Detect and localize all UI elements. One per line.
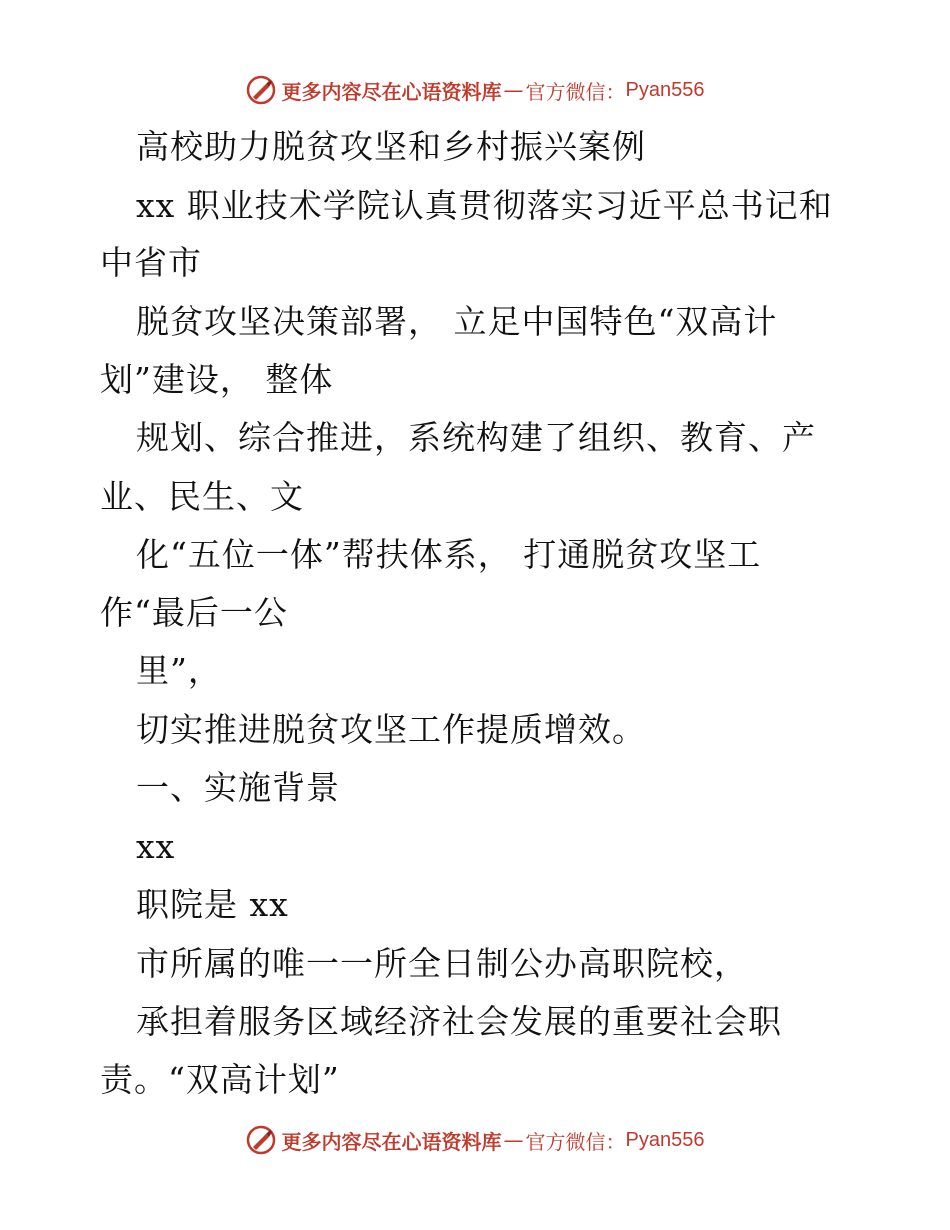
- paragraph-line: 作“最后一公: [100, 593, 288, 632]
- quill-logo-icon: [246, 1125, 276, 1155]
- paragraph-line: 切实推进脱贫攻坚工作提质增效。: [136, 710, 646, 749]
- header-wechat-label: 官方微信：: [525, 79, 626, 104]
- paragraph-line: 规划、综合推进，系统构建了组织、教育、产: [136, 418, 816, 457]
- paragraph-line: 里”，: [136, 651, 222, 690]
- footer-wechat-label: 官方微信：: [525, 1129, 626, 1154]
- paragraph-line: 化“五位一体”帮扶体系， 打通脱贫攻坚工: [136, 535, 762, 574]
- quill-logo-icon: [246, 75, 276, 105]
- paragraph-line: xx 职业技术学院认真贯彻落实习近平总书记和: [136, 186, 833, 225]
- header-banner-dash: —: [503, 78, 524, 102]
- footer-banner-dash: —: [503, 1128, 524, 1152]
- header-banner-text: 更多内容尽在心语资料库: [281, 79, 502, 104]
- paragraph-line: 脱贫攻坚决策部署， 立足中国特色“双高计: [136, 302, 778, 341]
- header-wechat-id: Pyan556: [625, 78, 705, 101]
- paragraph-line: 职院是 xx: [136, 885, 289, 924]
- paragraph-line: 划”建设， 整体: [100, 360, 334, 399]
- paragraph-line: 承担着服务区域经济社会发展的重要社会职: [136, 1002, 782, 1041]
- footer-banner: [0, 1120, 950, 1160]
- paragraph-line: 市所属的唯一一所全日制公办高职院校，: [136, 944, 748, 983]
- footer-wechat-id: Pyan556: [625, 1128, 705, 1151]
- section-heading: 一、实施背景: [136, 768, 340, 807]
- header-banner: [0, 70, 950, 110]
- paragraph-line: 责。“双高计划”: [100, 1060, 340, 1099]
- paragraph-line: 中省市: [100, 243, 202, 282]
- paragraph-line: xx: [136, 827, 176, 866]
- footer-banner-text: 更多内容尽在心语资料库: [281, 1129, 502, 1154]
- paragraph-line: 业、民生、文: [100, 477, 304, 516]
- document-title: 高校助力脱贫攻坚和乡村振兴案例: [136, 127, 646, 166]
